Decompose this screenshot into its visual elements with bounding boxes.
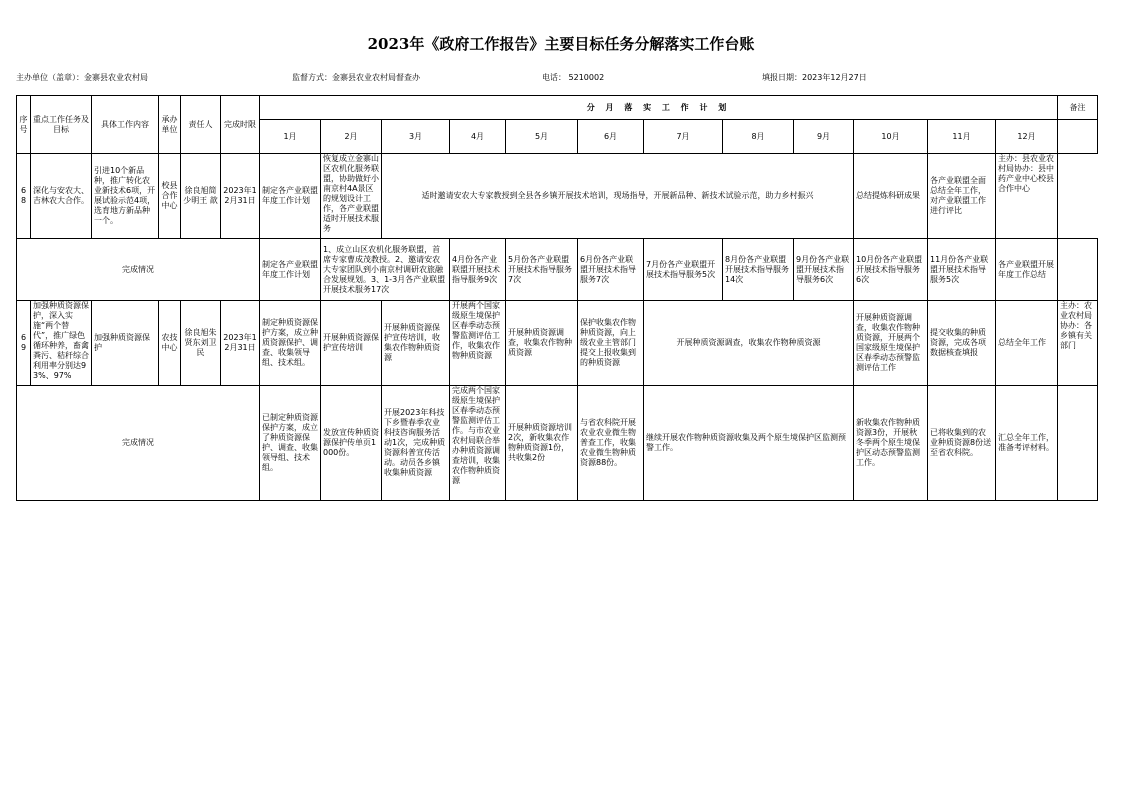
done-month-11: 11月份各产业联盟开展技术指导服务5次 xyxy=(928,239,996,301)
table-row-68 xyxy=(17,154,1098,239)
page-title: 2023年《政府工作报告》主要目标任务分解落实工作台账 xyxy=(367,35,755,53)
header-month: 3月 xyxy=(382,120,450,154)
plan-month-3: 开展种质资源保护宣传培训，收集农作物种质资源 xyxy=(382,301,450,386)
table-row-68-done xyxy=(17,239,1098,301)
done-month-12: 各产业联盟开展年度工作总结 xyxy=(996,239,1058,301)
plan-months-7-9: 开展种质资源调查，收集农作物种质资源 xyxy=(644,301,854,386)
header-month: 9月 xyxy=(794,120,854,154)
plan-month-2: 开展种质资源保护宣传培训 xyxy=(321,301,382,386)
header-content: 具体工作内容 xyxy=(92,96,159,154)
plan-month-12: 各产业联盟全面总结全年工作，对产业联盟工作进行评比 xyxy=(928,154,996,239)
header-person: 责任人 xyxy=(181,96,221,154)
header-month: 12月 xyxy=(996,120,1058,154)
row-seq: 69 xyxy=(17,301,31,386)
header-remark-blank xyxy=(1058,120,1098,154)
done-month-6: 与省农科院开展农业农业微生物普查工作，收集农业微生物种质资源88份。 xyxy=(578,386,644,501)
done-month-9: 9月份各产业联盟开展技术指导服务6次 xyxy=(794,239,854,301)
header-month: 8月 xyxy=(723,120,794,154)
done-month-2: 发放宣传种质资源保护传单页1000份。 xyxy=(321,386,382,501)
done-months-7-9: 继续开展农作物种质资源收集及两个原生境保护区监测预警工作。 xyxy=(644,386,854,501)
plan-month-4 xyxy=(450,301,506,386)
table-row-69-done xyxy=(17,386,1098,501)
row-unit: 校县合作中心 xyxy=(159,154,181,239)
header-monthly-plan: 分 月 落 实 工 作 计 划 xyxy=(260,96,1058,120)
done-month-11: 已将收集到的农业种质资源8份送至省农科院。 xyxy=(928,386,996,501)
done-month-10: 新收集农作物种质资源3份，开展秋冬季两个原生境保护区动态预警监测工作。 xyxy=(854,386,928,501)
plan-month-2-text: 恢复成立金寨山区农机化服务联盟，协助做好小南京村4A景区的规划设计工作，各产业联盟适时开展技术服务 xyxy=(323,154,379,233)
done-month-7: 7月份各产业联盟开展技术指导服务5次 xyxy=(644,239,723,301)
plan-month-6: 保护收集农作物种质资源，向上级农业主管部门提交上报收集到的种质资源 xyxy=(578,301,644,386)
plan-month-5: 开展种质资源调查，收集农作物种质资源 xyxy=(506,301,578,386)
header-month: 7月 xyxy=(644,120,723,154)
phone-label: 电话： 5210002 xyxy=(542,73,605,82)
header-deadline: 完成时限 xyxy=(221,96,260,154)
done-month-4-text: 完成两个国家级原生境保护区春季动态预警监测评估工作。与市农业农村局联合举办种质资源调查培训，收集农作物种质资源 xyxy=(452,386,500,485)
row-remark xyxy=(1058,301,1098,386)
plan-month-4-text: 开展两个国家级原生境保护区春季动态预警监测评估工作，收集农作物种质资源 xyxy=(452,301,500,360)
header-month: 6月 xyxy=(578,120,644,154)
done-month-5: 5月份各产业联盟开展技术指导服务7次 xyxy=(506,239,578,301)
table-row-69 xyxy=(17,301,1098,386)
done-remark-blank xyxy=(1058,386,1098,501)
header-task: 重点工作任务及目标 xyxy=(31,96,92,154)
done-month-1: 已制定种质资源保护方案，成立了种质资源保护、调查、收集领导组、技术组。 xyxy=(260,386,321,501)
header-month: 4月 xyxy=(450,120,506,154)
done-label: 完成情况 xyxy=(17,386,260,501)
done-month-1: 制定各产业联盟年度工作计划 xyxy=(260,239,321,301)
header-month: 11月 xyxy=(928,120,996,154)
plan-month-11: 提交收集的种质资源，完成各项数据核查填报 xyxy=(928,301,996,386)
header-month: 10月 xyxy=(854,120,928,154)
ledger-table xyxy=(16,95,1098,501)
header-seq: 序号 xyxy=(17,96,31,154)
row-content: 加强种质资源保护 xyxy=(92,301,159,386)
plan-month-2 xyxy=(321,154,382,239)
row-remark xyxy=(996,154,1058,239)
header-remark: 备注 xyxy=(1058,96,1098,120)
row-unit: 农技中心 xyxy=(159,301,181,386)
row-task-text: 加强种质资源保护，深入实施“两个替代”，推广绿色循环种养，畜禽粪污、秸秆综合利用率分别达93%、97% xyxy=(33,301,89,380)
done-month-3: 开展2023年科技下乡暨春季农业科技咨询服务活动1次，完成种质资源科普宣传活动。动员各乡镇收集种质资源 xyxy=(382,386,450,501)
report-date-label: 填报日期：2023年12月27日 xyxy=(762,73,867,82)
row-person: 徐良旭朱贤东刘卫民 xyxy=(181,301,221,386)
header-month: 2月 xyxy=(321,120,382,154)
done-months-2-3: 1、成立山区农机化服务联盟，首席专家曹成茂教授。2、邀请安农大专家团队到小南京村调研农旅融合发展规划。3、1-3月各产业联盟开展技术服务17次 xyxy=(321,239,450,301)
plan-month-11: 总结提炼科研成果 xyxy=(854,154,928,239)
done-month-4: 4月份各产业联盟开展技术指导服务9次 xyxy=(450,239,506,301)
header-row-top xyxy=(17,96,1098,120)
done-month-5: 开展种质资源培训2次，新收集农作物种质资源1份，共收集2份 xyxy=(506,386,578,501)
row-person: 徐良旭简少明王 歆 xyxy=(181,154,221,239)
plan-month-1: 制定种质资源保护方案，成立种质资源保护、调查、收集领导组、技术组。 xyxy=(260,301,321,386)
row-task xyxy=(31,301,92,386)
done-month-4 xyxy=(450,386,506,501)
header-month: 5月 xyxy=(506,120,578,154)
row-remark-text: 主办：农业农村局协办：各乡镇有关部门 xyxy=(1060,301,1092,350)
row-deadline: 2023年12月31日 xyxy=(221,154,260,239)
sponsor-label: 主办单位（盖章）：金寨县农业农村局 xyxy=(16,73,148,82)
plan-month-10: 开展种质资源调查，收集农作物种质资源，开展两个国家级原生境保护区春季动态预警监测评估工作 xyxy=(854,301,928,386)
supervision-label: 监督方式：金寨县农业农村局督查办 xyxy=(292,73,420,82)
plan-month-1: 制定各产业联盟年度工作计划 xyxy=(260,154,321,239)
done-month-10: 10月份各产业联盟开展技术指导服务6次 xyxy=(854,239,928,301)
header-unit: 承办单位 xyxy=(159,96,181,154)
header-month: 1月 xyxy=(260,120,321,154)
done-month-6: 6月份各产业联盟开展技术指导服务7次 xyxy=(578,239,644,301)
row-content: 引进10个新品种，推广转化农业新技术6项，开展试验示范4项，选育地方新品种一个。 xyxy=(92,154,159,239)
row-deadline: 2023年12月31日 xyxy=(221,301,260,386)
plan-months-3-9: 适时邀请安农大专家教授到全县各乡镇开展技术培训，现场指导，开展新品种、新技术试验示范，助力乡村振兴 xyxy=(382,154,854,239)
row-seq: 68 xyxy=(17,154,31,239)
row-task: 深化与安农大、吉林农大合作。 xyxy=(31,154,92,239)
row-remark-text: 主办：县农业农村局协办：县中药产业中心校县合作中心 xyxy=(998,154,1054,193)
done-month-8: 8月份各产业联盟开展技术指导服务14次 xyxy=(723,239,794,301)
plan-month-12: 总结全年工作 xyxy=(996,301,1058,386)
done-remark-blank xyxy=(1058,239,1098,301)
done-month-12: 汇总全年工作，准备考评材料。 xyxy=(996,386,1058,501)
done-label: 完成情况 xyxy=(17,239,260,301)
